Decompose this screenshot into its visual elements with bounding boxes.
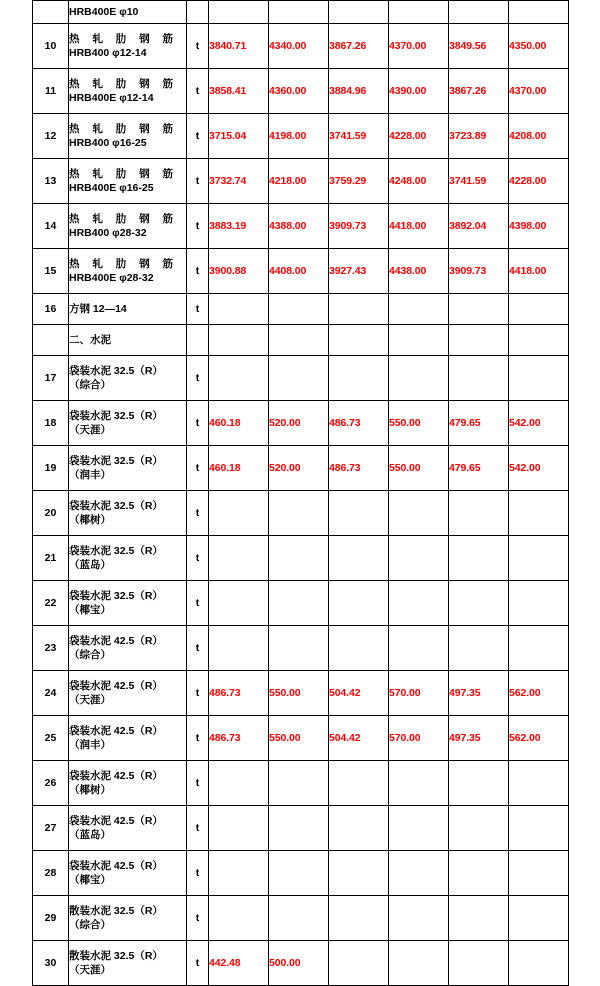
row-name-line2: HRB400E φ28-32 — [69, 272, 154, 284]
row-value: 3858.41 — [209, 69, 269, 114]
row-number: 21 — [33, 536, 69, 581]
row-name-line2: HRB400 φ28-32 — [69, 227, 147, 239]
row-value — [269, 294, 329, 325]
row-name-lines — [69, 212, 186, 240]
row-number: 16 — [33, 294, 69, 325]
row-name-lines — [69, 544, 186, 572]
row-number: 20 — [33, 491, 69, 536]
row-name-lines — [69, 409, 186, 437]
row-value: 3849.56 — [449, 24, 509, 69]
row-value: 486.73 — [329, 401, 389, 446]
row-name — [69, 159, 187, 204]
row-name-line1: 热 轧 肋 钢 筋 — [69, 167, 173, 180]
table-row — [33, 159, 569, 204]
row-unit: t — [187, 446, 209, 491]
row-name-lines — [69, 949, 186, 977]
row-value: 570.00 — [389, 671, 449, 716]
row-name-lines — [69, 679, 186, 707]
row-value: 3909.73 — [329, 204, 389, 249]
row-name-line1: 袋装水泥 32.5（R） — [69, 409, 163, 422]
row-unit: t — [187, 806, 209, 851]
row-name-lines — [69, 257, 186, 285]
row-value: 3723.89 — [449, 114, 509, 159]
row-value: 4248.00 — [389, 159, 449, 204]
row-name-line1: 袋装水泥 42.5（R） — [69, 679, 163, 692]
row-value — [449, 356, 509, 401]
row-name — [69, 941, 187, 986]
row-value — [209, 356, 269, 401]
row-value: 520.00 — [269, 446, 329, 491]
row-name-line1: 方钢 12—14 — [69, 302, 127, 315]
row-number: 11 — [33, 69, 69, 114]
row-value — [509, 536, 569, 581]
row-value — [509, 851, 569, 896]
row-name — [69, 356, 187, 401]
row-name — [69, 896, 187, 941]
row-value — [269, 491, 329, 536]
row-value — [449, 325, 509, 356]
row-value — [329, 896, 389, 941]
table-row — [33, 114, 569, 159]
row-unit: t — [187, 356, 209, 401]
row-value — [269, 761, 329, 806]
row-value — [389, 581, 449, 626]
row-value — [269, 536, 329, 581]
row-value: 486.73 — [209, 671, 269, 716]
row-value — [209, 896, 269, 941]
table-row — [33, 325, 569, 356]
table-row — [33, 941, 569, 986]
row-number: 29 — [33, 896, 69, 941]
row-number: 25 — [33, 716, 69, 761]
row-value: 3741.59 — [449, 159, 509, 204]
row-value — [449, 536, 509, 581]
row-value — [269, 1, 329, 24]
row-name-line1: 热 轧 肋 钢 筋 — [69, 257, 173, 270]
row-name — [69, 204, 187, 249]
row-value: 4350.00 — [509, 24, 569, 69]
row-name — [69, 761, 187, 806]
row-value: 562.00 — [509, 671, 569, 716]
table-row — [33, 896, 569, 941]
row-value — [509, 1, 569, 24]
row-name-line1: 袋装水泥 42.5（R） — [69, 814, 163, 827]
row-unit: t — [187, 851, 209, 896]
row-value — [329, 806, 389, 851]
row-name-line1: 袋装水泥 32.5（R） — [69, 364, 163, 377]
row-name-line2: （椰树） — [69, 514, 111, 526]
row-value: 570.00 — [389, 716, 449, 761]
row-number — [33, 1, 69, 24]
table-row — [33, 806, 569, 851]
row-value — [269, 851, 329, 896]
row-number: 12 — [33, 114, 69, 159]
row-name-line1: 袋装水泥 32.5（R） — [69, 454, 163, 467]
row-value: 4360.00 — [269, 69, 329, 114]
row-number: 26 — [33, 761, 69, 806]
row-unit: t — [187, 159, 209, 204]
row-value: 4398.00 — [509, 204, 569, 249]
row-value — [389, 761, 449, 806]
row-value — [269, 325, 329, 356]
row-name — [69, 536, 187, 581]
row-value — [389, 1, 449, 24]
row-name-lines — [69, 122, 186, 150]
row-value — [389, 941, 449, 986]
row-name-line2: （综合） — [69, 919, 111, 931]
row-value: 3867.26 — [449, 69, 509, 114]
row-value: 3741.59 — [329, 114, 389, 159]
row-value — [449, 851, 509, 896]
row-value: 504.42 — [329, 671, 389, 716]
row-unit: t — [187, 671, 209, 716]
row-value: 4418.00 — [509, 249, 569, 294]
row-name-lines — [69, 859, 186, 887]
row-value — [449, 626, 509, 671]
row-value: 497.35 — [449, 671, 509, 716]
row-value — [329, 851, 389, 896]
table-row — [33, 446, 569, 491]
row-unit: t — [187, 294, 209, 325]
table-row — [33, 626, 569, 671]
row-value — [269, 581, 329, 626]
row-unit: t — [187, 896, 209, 941]
row-name-line2: （综合） — [69, 379, 111, 391]
row-name-line2: HRB400E φ12-14 — [69, 92, 154, 104]
row-number: 24 — [33, 671, 69, 716]
row-number: 13 — [33, 159, 69, 204]
row-name-lines — [69, 77, 186, 105]
row-name-line1: 袋装水泥 42.5（R） — [69, 634, 163, 647]
row-value — [389, 626, 449, 671]
row-value: 4418.00 — [389, 204, 449, 249]
row-value: 562.00 — [509, 716, 569, 761]
row-name-line2: （天涯） — [69, 424, 111, 436]
row-name-lines — [69, 589, 186, 617]
row-value: 4390.00 — [389, 69, 449, 114]
row-name-lines — [69, 814, 186, 842]
row-value — [389, 536, 449, 581]
row-value — [509, 806, 569, 851]
row-value — [209, 806, 269, 851]
row-value — [269, 806, 329, 851]
row-unit: t — [187, 249, 209, 294]
table-row — [33, 671, 569, 716]
row-value: 3927.43 — [329, 249, 389, 294]
material-price-table — [32, 0, 569, 986]
row-name-line1: 袋装水泥 32.5（R） — [69, 544, 163, 557]
row-value: 4370.00 — [509, 69, 569, 114]
row-value — [329, 626, 389, 671]
row-value: 486.73 — [329, 446, 389, 491]
row-unit: t — [187, 401, 209, 446]
row-name-line2: HRB400 φ16-25 — [69, 137, 147, 149]
row-name-line2: （综合） — [69, 649, 111, 661]
row-name-line1: 袋装水泥 32.5（R） — [69, 499, 163, 512]
row-value — [509, 896, 569, 941]
row-value: 3883.19 — [209, 204, 269, 249]
row-value — [209, 851, 269, 896]
table-row — [33, 204, 569, 249]
row-value — [449, 761, 509, 806]
row-value — [329, 1, 389, 24]
row-unit: t — [187, 24, 209, 69]
row-value — [449, 941, 509, 986]
row-value — [449, 581, 509, 626]
row-value — [449, 806, 509, 851]
row-value — [329, 491, 389, 536]
row-name-line2: （蓝岛） — [69, 559, 111, 571]
row-number: 22 — [33, 581, 69, 626]
row-value — [209, 294, 269, 325]
row-value — [389, 806, 449, 851]
row-name-line1: 热 轧 肋 钢 筋 — [69, 122, 173, 135]
table-row — [33, 249, 569, 294]
row-name-line2: （椰宝） — [69, 874, 111, 886]
row-name — [69, 24, 187, 69]
row-name-lines — [69, 454, 186, 482]
row-value — [389, 851, 449, 896]
row-value — [209, 626, 269, 671]
row-name-line2: （润丰） — [69, 739, 111, 751]
table-row — [33, 536, 569, 581]
table-row — [33, 294, 569, 325]
row-value: 3759.29 — [329, 159, 389, 204]
row-value: 550.00 — [389, 446, 449, 491]
row-value: 460.18 — [209, 401, 269, 446]
row-value: 4388.00 — [269, 204, 329, 249]
row-name-line1: 散装水泥 32.5（R） — [69, 904, 163, 917]
row-value — [389, 491, 449, 536]
row-name-lines — [69, 634, 186, 662]
row-value: 3892.04 — [449, 204, 509, 249]
row-value: 4438.00 — [389, 249, 449, 294]
row-number — [33, 325, 69, 356]
row-value: 4370.00 — [389, 24, 449, 69]
section-header: 二、水泥 — [69, 325, 187, 356]
row-value: 504.42 — [329, 716, 389, 761]
row-unit: t — [187, 114, 209, 159]
row-name-lines — [69, 499, 186, 527]
row-value — [449, 491, 509, 536]
row-value — [269, 896, 329, 941]
row-name-line2: （天涯） — [69, 964, 111, 976]
row-value — [209, 581, 269, 626]
row-number: 15 — [33, 249, 69, 294]
row-unit — [187, 1, 209, 24]
table-body — [33, 1, 569, 986]
row-name-lines — [69, 167, 186, 195]
row-name — [69, 69, 187, 114]
row-value — [509, 356, 569, 401]
row-value: 3732.74 — [209, 159, 269, 204]
row-value: 4218.00 — [269, 159, 329, 204]
table-row — [33, 716, 569, 761]
row-unit: t — [187, 69, 209, 114]
row-value: 542.00 — [509, 446, 569, 491]
row-value — [209, 536, 269, 581]
row-value: 3884.96 — [329, 69, 389, 114]
row-unit: t — [187, 581, 209, 626]
row-value — [209, 1, 269, 24]
row-name — [69, 446, 187, 491]
row-value: 3867.26 — [329, 24, 389, 69]
table-row — [33, 851, 569, 896]
row-unit: t — [187, 491, 209, 536]
row-name — [69, 491, 187, 536]
row-name-line2: HRB400E φ16-25 — [69, 182, 154, 194]
row-unit: t — [187, 716, 209, 761]
row-unit: t — [187, 536, 209, 581]
row-value: 442.48 — [209, 941, 269, 986]
row-value: 542.00 — [509, 401, 569, 446]
row-value — [329, 294, 389, 325]
row-value: 4198.00 — [269, 114, 329, 159]
row-name-lines — [69, 302, 186, 316]
row-value: 500.00 — [269, 941, 329, 986]
row-value — [329, 356, 389, 401]
row-value — [329, 325, 389, 356]
row-value — [509, 581, 569, 626]
row-name — [69, 626, 187, 671]
row-name-lines — [69, 724, 186, 752]
row-name-line1: 热 轧 肋 钢 筋 — [69, 32, 173, 45]
row-value: 460.18 — [209, 446, 269, 491]
row-value — [389, 896, 449, 941]
row-name — [69, 581, 187, 626]
row-value: 550.00 — [269, 671, 329, 716]
row-unit — [187, 325, 209, 356]
row-value — [389, 356, 449, 401]
row-name — [69, 294, 187, 325]
row-value — [449, 1, 509, 24]
row-value: 3840.71 — [209, 24, 269, 69]
row-name-line1: 热 轧 肋 钢 筋 — [69, 77, 173, 90]
row-number: 19 — [33, 446, 69, 491]
row-value — [269, 356, 329, 401]
row-name-line2: （润丰） — [69, 469, 111, 481]
row-value — [329, 536, 389, 581]
row-value: 486.73 — [209, 716, 269, 761]
row-name-line2: （天涯） — [69, 694, 111, 706]
row-value — [329, 761, 389, 806]
row-unit: t — [187, 204, 209, 249]
table-row — [33, 1, 569, 24]
row-value: 4208.00 — [509, 114, 569, 159]
row-unit: t — [187, 626, 209, 671]
row-value: 4340.00 — [269, 24, 329, 69]
row-value — [509, 626, 569, 671]
row-value — [509, 941, 569, 986]
row-value — [329, 941, 389, 986]
row-value: 3909.73 — [449, 249, 509, 294]
table-row — [33, 401, 569, 446]
row-value: 4408.00 — [269, 249, 329, 294]
row-name-line1: 袋装水泥 32.5（R） — [69, 589, 163, 602]
row-name — [69, 851, 187, 896]
row-value — [509, 491, 569, 536]
row-value — [509, 294, 569, 325]
row-value — [329, 581, 389, 626]
row-name — [69, 1, 187, 24]
row-value: 3715.04 — [209, 114, 269, 159]
row-name-lines — [69, 904, 186, 932]
table-row — [33, 356, 569, 401]
table-row — [33, 69, 569, 114]
row-value — [449, 294, 509, 325]
row-name-line2: （椰树） — [69, 784, 111, 796]
row-number: 18 — [33, 401, 69, 446]
row-name-line1: 袋装水泥 42.5（R） — [69, 724, 163, 737]
row-value: 4228.00 — [389, 114, 449, 159]
row-name-line1: 袋装水泥 42.5（R） — [69, 769, 163, 782]
row-value: 4228.00 — [509, 159, 569, 204]
row-name-line1: 散装水泥 32.5（R） — [69, 949, 163, 962]
table-row — [33, 491, 569, 536]
row-name-line2: （椰宝） — [69, 604, 111, 616]
row-name — [69, 249, 187, 294]
row-name — [69, 716, 187, 761]
row-value: 550.00 — [269, 716, 329, 761]
row-name — [69, 671, 187, 716]
table-row — [33, 581, 569, 626]
row-value: 3900.88 — [209, 249, 269, 294]
row-name-line2: HRB400E φ10 — [69, 5, 139, 18]
row-value — [509, 761, 569, 806]
row-value: 479.65 — [449, 401, 509, 446]
row-name — [69, 806, 187, 851]
row-unit: t — [187, 941, 209, 986]
row-name — [69, 401, 187, 446]
row-value: 497.35 — [449, 716, 509, 761]
row-value: 479.65 — [449, 446, 509, 491]
row-name — [69, 114, 187, 159]
row-number: 17 — [33, 356, 69, 401]
row-name-line2: HRB400 φ12-14 — [69, 47, 147, 59]
row-unit: t — [187, 761, 209, 806]
row-name-lines — [69, 364, 186, 392]
row-number: 28 — [33, 851, 69, 896]
row-number: 30 — [33, 941, 69, 986]
row-value — [209, 325, 269, 356]
row-number: 10 — [33, 24, 69, 69]
row-name-lines — [69, 769, 186, 797]
row-value — [209, 491, 269, 536]
row-number: 14 — [33, 204, 69, 249]
row-value — [389, 294, 449, 325]
row-value — [449, 896, 509, 941]
row-value: 550.00 — [389, 401, 449, 446]
row-value: 520.00 — [269, 401, 329, 446]
row-name-line2: （蓝岛） — [69, 829, 111, 841]
row-number: 27 — [33, 806, 69, 851]
row-number: 23 — [33, 626, 69, 671]
row-value — [509, 325, 569, 356]
row-value — [209, 761, 269, 806]
table-row — [33, 24, 569, 69]
row-name-line1: 热 轧 肋 钢 筋 — [69, 212, 173, 225]
row-name-line1: 袋装水泥 42.5（R） — [69, 859, 163, 872]
table-row — [33, 761, 569, 806]
row-value — [389, 325, 449, 356]
row-name-lines — [69, 32, 186, 60]
row-value — [269, 626, 329, 671]
